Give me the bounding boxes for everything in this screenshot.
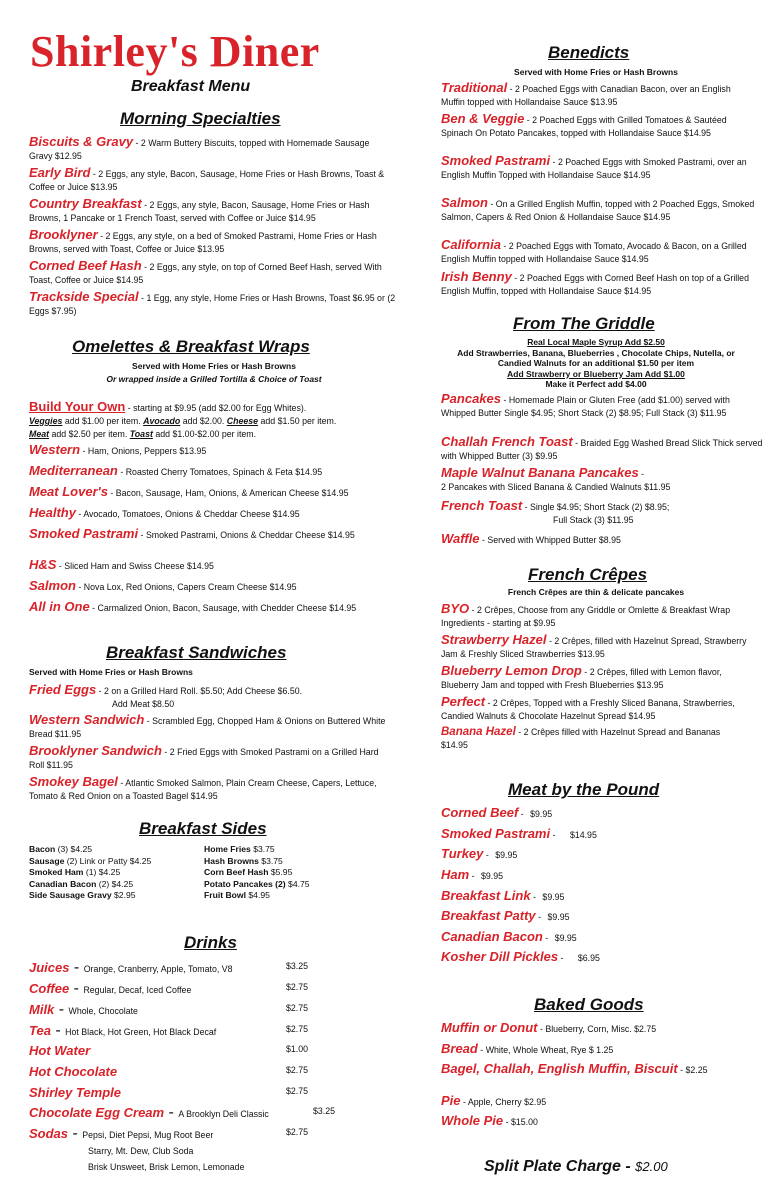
section-title-meat: Meat by the Pound bbox=[508, 780, 660, 799]
menu-item: Maple Walnut Banana Pancakes - 2 Pancakes with Sliced Banana & Candied Walnuts $11.95 bbox=[441, 465, 671, 492]
drink-item: Hot Water $1.00 bbox=[29, 1043, 309, 1058]
side-item: Corn Beef Hash $5.95 bbox=[204, 867, 293, 877]
section-title-drinks: Drinks bbox=[184, 933, 237, 952]
section-title-sides: Breakfast Sides bbox=[139, 819, 267, 838]
menu-item: Salmon - On a Grilled English Muffin, topped with 2 Poached Eggs, Smoked Salmon, Capers & Red Onion & Hollandaise Sauce $14.95 bbox=[441, 195, 755, 222]
section-note: Or wrapped inside a Grilled Tortilla & Choice of Toast bbox=[106, 374, 322, 384]
menu-item: Bread - White, Whole Wheat, Rye $ 1.25 bbox=[441, 1041, 614, 1056]
menu-item: Ham - $9.95 bbox=[441, 867, 504, 882]
menu-item: Turkey - $9.95 bbox=[441, 846, 518, 861]
section-note: Served with Home Fries or Hash Browns bbox=[132, 361, 296, 371]
side-item: Hash Browns $3.75 bbox=[204, 855, 283, 866]
drink-item: Sodas - Pepsi, Diet Pepsi, Mug Root Beer $2.75 bbox=[29, 1125, 309, 1142]
side-item: Home Fries $3.75 bbox=[204, 844, 275, 854]
menu-item: Irish Benny - 2 Poached Eggs with Corned Beef Hash on top of a Grilled English Muffin, topped with Hollandaise Sauce $14.95 bbox=[441, 269, 749, 296]
side-item: Canadian Bacon (2) $4.25 bbox=[29, 878, 134, 889]
menu-item: Breakfast Patty - $9.95 bbox=[441, 908, 570, 923]
menu-item: Banana Hazel - 2 Crêpes filled with Hazelnut Spread and Bananas $14.95 bbox=[441, 726, 721, 750]
menu-item: Muffin or Donut - Blueberry, Corn, Misc. $2.75 bbox=[441, 1020, 657, 1035]
menu-item: Western - Ham, Onions, Peppers $13.95 bbox=[29, 442, 207, 457]
section-note: Served with Home Fries or Hash Browns bbox=[514, 67, 678, 77]
menu-item: Country Breakfast - 2 Eggs, any style, Bacon, Sausage, Home Fries or Hash Browns, 1 Pancake or 1 French Toast, served with Coffee or Juice $14.95 bbox=[29, 196, 370, 223]
drink-item: Hot Chocolate $2.75 bbox=[29, 1064, 309, 1079]
sodas-more: Starry, Mt. Dew, Club Soda bbox=[88, 1146, 194, 1156]
menu-item: Pie - Apple, Cherry $2.95 bbox=[441, 1093, 547, 1108]
menu-item: Meat Lover's - Bacon, Sausage, Ham, Onions, & American Cheese $14.95 bbox=[29, 484, 349, 499]
build-your-own-item: Build Your Own - starting at $9.95 (add $2.00 for Egg Whites). Veggies add $1.00 per item. Avocado add $2.00. Cheese add $1.50 per item. Meat add $2.50 per item. Toast add $1.00-$2.00 per item. bbox=[29, 399, 337, 439]
menu-item: Perfect - 2 Crêpes, Topped with a Freshly Sliced Banana, Strawberries, Candied Walnuts & Chocolate Hazelnut Spread $14.95 bbox=[441, 694, 735, 721]
menu-item: Pancakes - Homemade Plain or Gluten Free (add $1.00) served with Whipped Butter Single $4.95; Short Stack (2) $8.95; Full Stack (3) $11.95 bbox=[441, 391, 730, 418]
menu-item: Mediterranean - Roasted Cherry Tomatoes, Spinach & Feta $14.95 bbox=[29, 463, 323, 478]
menu-item: Waffle - Served with Whipped Butter $8.95 bbox=[441, 531, 621, 546]
section-title-crepes: French Crêpes bbox=[528, 565, 648, 584]
menu-item: Bagel, Challah, English Muffin, Biscuit - $2.25 bbox=[441, 1061, 708, 1076]
drink-item: Shirley Temple $2.75 bbox=[29, 1085, 309, 1100]
side-item: Smoked Ham (1) $4.25 bbox=[29, 867, 121, 877]
menu-item: Ben & Veggie - 2 Poached Eggs with Grilled Tomatoes & Sautéed Spinach On Potato Pancakes, topped with Hollandaise Sauce $14.95 bbox=[441, 111, 727, 138]
menu-item: Corned Beef Hash - 2 Eggs, any style, on top of Corned Beef Hash, served With Toast, Coffee or Juice $14.95 bbox=[29, 258, 382, 285]
menu-item: Breakfast Link - $9.95 bbox=[441, 888, 565, 903]
menu-item: Kosher Dill Pickles - $6.95 bbox=[441, 949, 600, 964]
menu-item: French Toast - Single $4.95; Short Stack (2) $8.95; Full Stack (3) $11.95 bbox=[441, 498, 670, 525]
menu-item: Smoked Pastrami - Smoked Pastrami, Onions & Cheddar Cheese $14.95 bbox=[29, 526, 355, 541]
side-item: Sausage (2) Link or Patty $4.25 bbox=[29, 855, 152, 866]
menu-item: Traditional - 2 Poached Eggs with Canadian Bacon, over an English Muffin topped with Hollandaise Sauce $13.95 bbox=[441, 80, 731, 107]
menu-item: Salmon - Nova Lox, Red Onions, Capers Cream Cheese $14.95 bbox=[29, 578, 297, 593]
menu-item: Brooklyner - 2 Eggs, any style, on a bed of Smoked Pastrami, Home Fries or Hash Browns, served with Toast, Coffee or Juice $13.95 bbox=[29, 227, 377, 254]
sides-column-1 bbox=[29, 844, 209, 902]
menu-item: Challah French Toast - Braided Egg Washed Bread Slick Thick served with Whipped Butter (3) $9.95 bbox=[441, 434, 763, 461]
menu-item: Strawberry Hazel - 2 Crêpes, filled with Hazelnut Spread, Strawberry Jam & Freshly Sliced Strawberries $13.95 bbox=[441, 632, 747, 659]
section-title-baked: Baked Goods bbox=[534, 995, 644, 1014]
restaurant-title: Shirley's Diner bbox=[30, 27, 320, 76]
menu-item: Blueberry Lemon Drop - 2 Crêpes, filled with Lemon flavor, Blueberry Jam and topped with Fresh Blueberries $13.95 bbox=[441, 663, 722, 690]
section-note: French Crêpes are thin & delicate pancakes bbox=[507, 587, 685, 597]
side-item: Potato Pancakes (2) $4.75 bbox=[204, 878, 310, 889]
section-title-sandwiches: Breakfast Sandwiches bbox=[106, 643, 287, 662]
drink-item: Chocolate Egg Cream - A Brooklyn Deli Classic $3.25 bbox=[29, 1104, 336, 1121]
section-title-morning: Morning Specialties bbox=[120, 109, 281, 128]
section-note: Served with Home Fries or Hash Browns bbox=[29, 667, 193, 677]
side-item: Fruit Bowl $4.95 bbox=[204, 890, 270, 900]
menu-item: Trackside Special - 1 Egg, any style, Home Fries or Hash Browns, Toast $6.95 or (2 Eggs $7.95) bbox=[29, 289, 396, 316]
section-title-griddle: From The Griddle bbox=[513, 314, 655, 333]
menu-item: Smoked Pastrami - $14.95 bbox=[441, 826, 597, 841]
menu-item: Western Sandwich - Scrambled Egg, Chopped Ham & Onions on Buttered White Bread $11.95 bbox=[29, 712, 386, 739]
menu-item: All in One - Carmalized Onion, Bacon, Sausage, with Chedder Cheese $14.95 bbox=[29, 599, 357, 614]
menu-item: Canadian Bacon - $9.95 bbox=[441, 929, 577, 944]
drink-item: Juices - Orange, Cranberry, Apple, Tomato, V8 $3.25 bbox=[29, 959, 309, 976]
section-title-benedicts: Benedicts bbox=[548, 43, 630, 62]
menu-item: Fried Eggs - 2 on a Grilled Hard Roll. $5.50; Add Cheese $6.50. Add Meat $8.50 bbox=[29, 682, 303, 709]
griddle-notes: Real Local Maple Syrup Add $2.50 Add Strawberries, Banana, Blueberries , Chocolate Chips, Nutella, or Candied Walnuts for an additional $1.50 per item Add Strawberry or Blueberry Jam Add $1.00 Make it Perfect add $4.00 bbox=[457, 337, 735, 389]
side-item: Side Sausage Gravy $2.95 bbox=[29, 890, 136, 900]
menu-subtitle: Breakfast Menu bbox=[131, 78, 251, 95]
menu-item: California - 2 Poached Eggs with Tomato, Avocado & Bacon, on a Grilled English Muffin topped with Hollandaise Sauce $14.95 bbox=[441, 237, 747, 264]
sides-column-2 bbox=[204, 844, 394, 902]
menu-item: Early Bird - 2 Eggs, any style, Bacon, Sausage, Home Fries or Hash Browns, Toast & Coffee or Juice $13.95 bbox=[29, 165, 385, 192]
menu-item: Biscuits & Gravy - 2 Warm Buttery Biscuits, topped with Homemade Sausage Gravy $12.95 bbox=[29, 134, 370, 161]
drink-item: Coffee - Regular, Decaf, Iced Coffee $2.75 bbox=[29, 980, 309, 997]
menu-item: H&S - Sliced Ham and Swiss Cheese $14.95 bbox=[29, 557, 214, 572]
menu-item: Healthy - Avocado, Tomatoes, Onions & Cheddar Cheese $14.95 bbox=[29, 505, 300, 520]
drink-item: Milk - Whole, Chocolate $2.75 bbox=[29, 1001, 309, 1018]
sodas-more: Brisk Unsweet, Brisk Lemon, Lemonade bbox=[88, 1162, 245, 1172]
side-item: Bacon (3) $4.25 bbox=[29, 844, 93, 854]
menu-item: Smoked Pastrami - 2 Poached Eggs with Smoked Pastrami, over an English Muffin Topped with Hollandaise Sauce $14.95 bbox=[441, 153, 747, 180]
split-plate-charge: Split Plate Charge - $2.00 bbox=[484, 1158, 668, 1175]
drink-item: Tea - Hot Black, Hot Green, Hot Black Decaf $2.75 bbox=[29, 1022, 309, 1039]
menu-item: Corned Beef - $9.95 bbox=[441, 805, 553, 820]
section-title-omelettes: Omelettes & Breakfast Wraps bbox=[72, 337, 310, 356]
menu-item: Brooklyner Sandwich - 2 Fried Eggs with Smoked Pastrami on a Grilled Hard Roll $11.95 bbox=[29, 743, 379, 770]
menu-item: Smokey Bagel - Atlantic Smoked Salmon, Plain Cream Cheese, Capers, Lettuce, Tomato & Red Onion on a Toasted Bagel $14.95 bbox=[29, 774, 377, 801]
menu-item: BYO - 2 Crêpes, Choose from any Griddle or Omlette & Breakfast Wrap Ingredients - starting at $9.95 bbox=[441, 601, 731, 628]
menu-item: Whole Pie - $15.00 bbox=[441, 1113, 538, 1128]
